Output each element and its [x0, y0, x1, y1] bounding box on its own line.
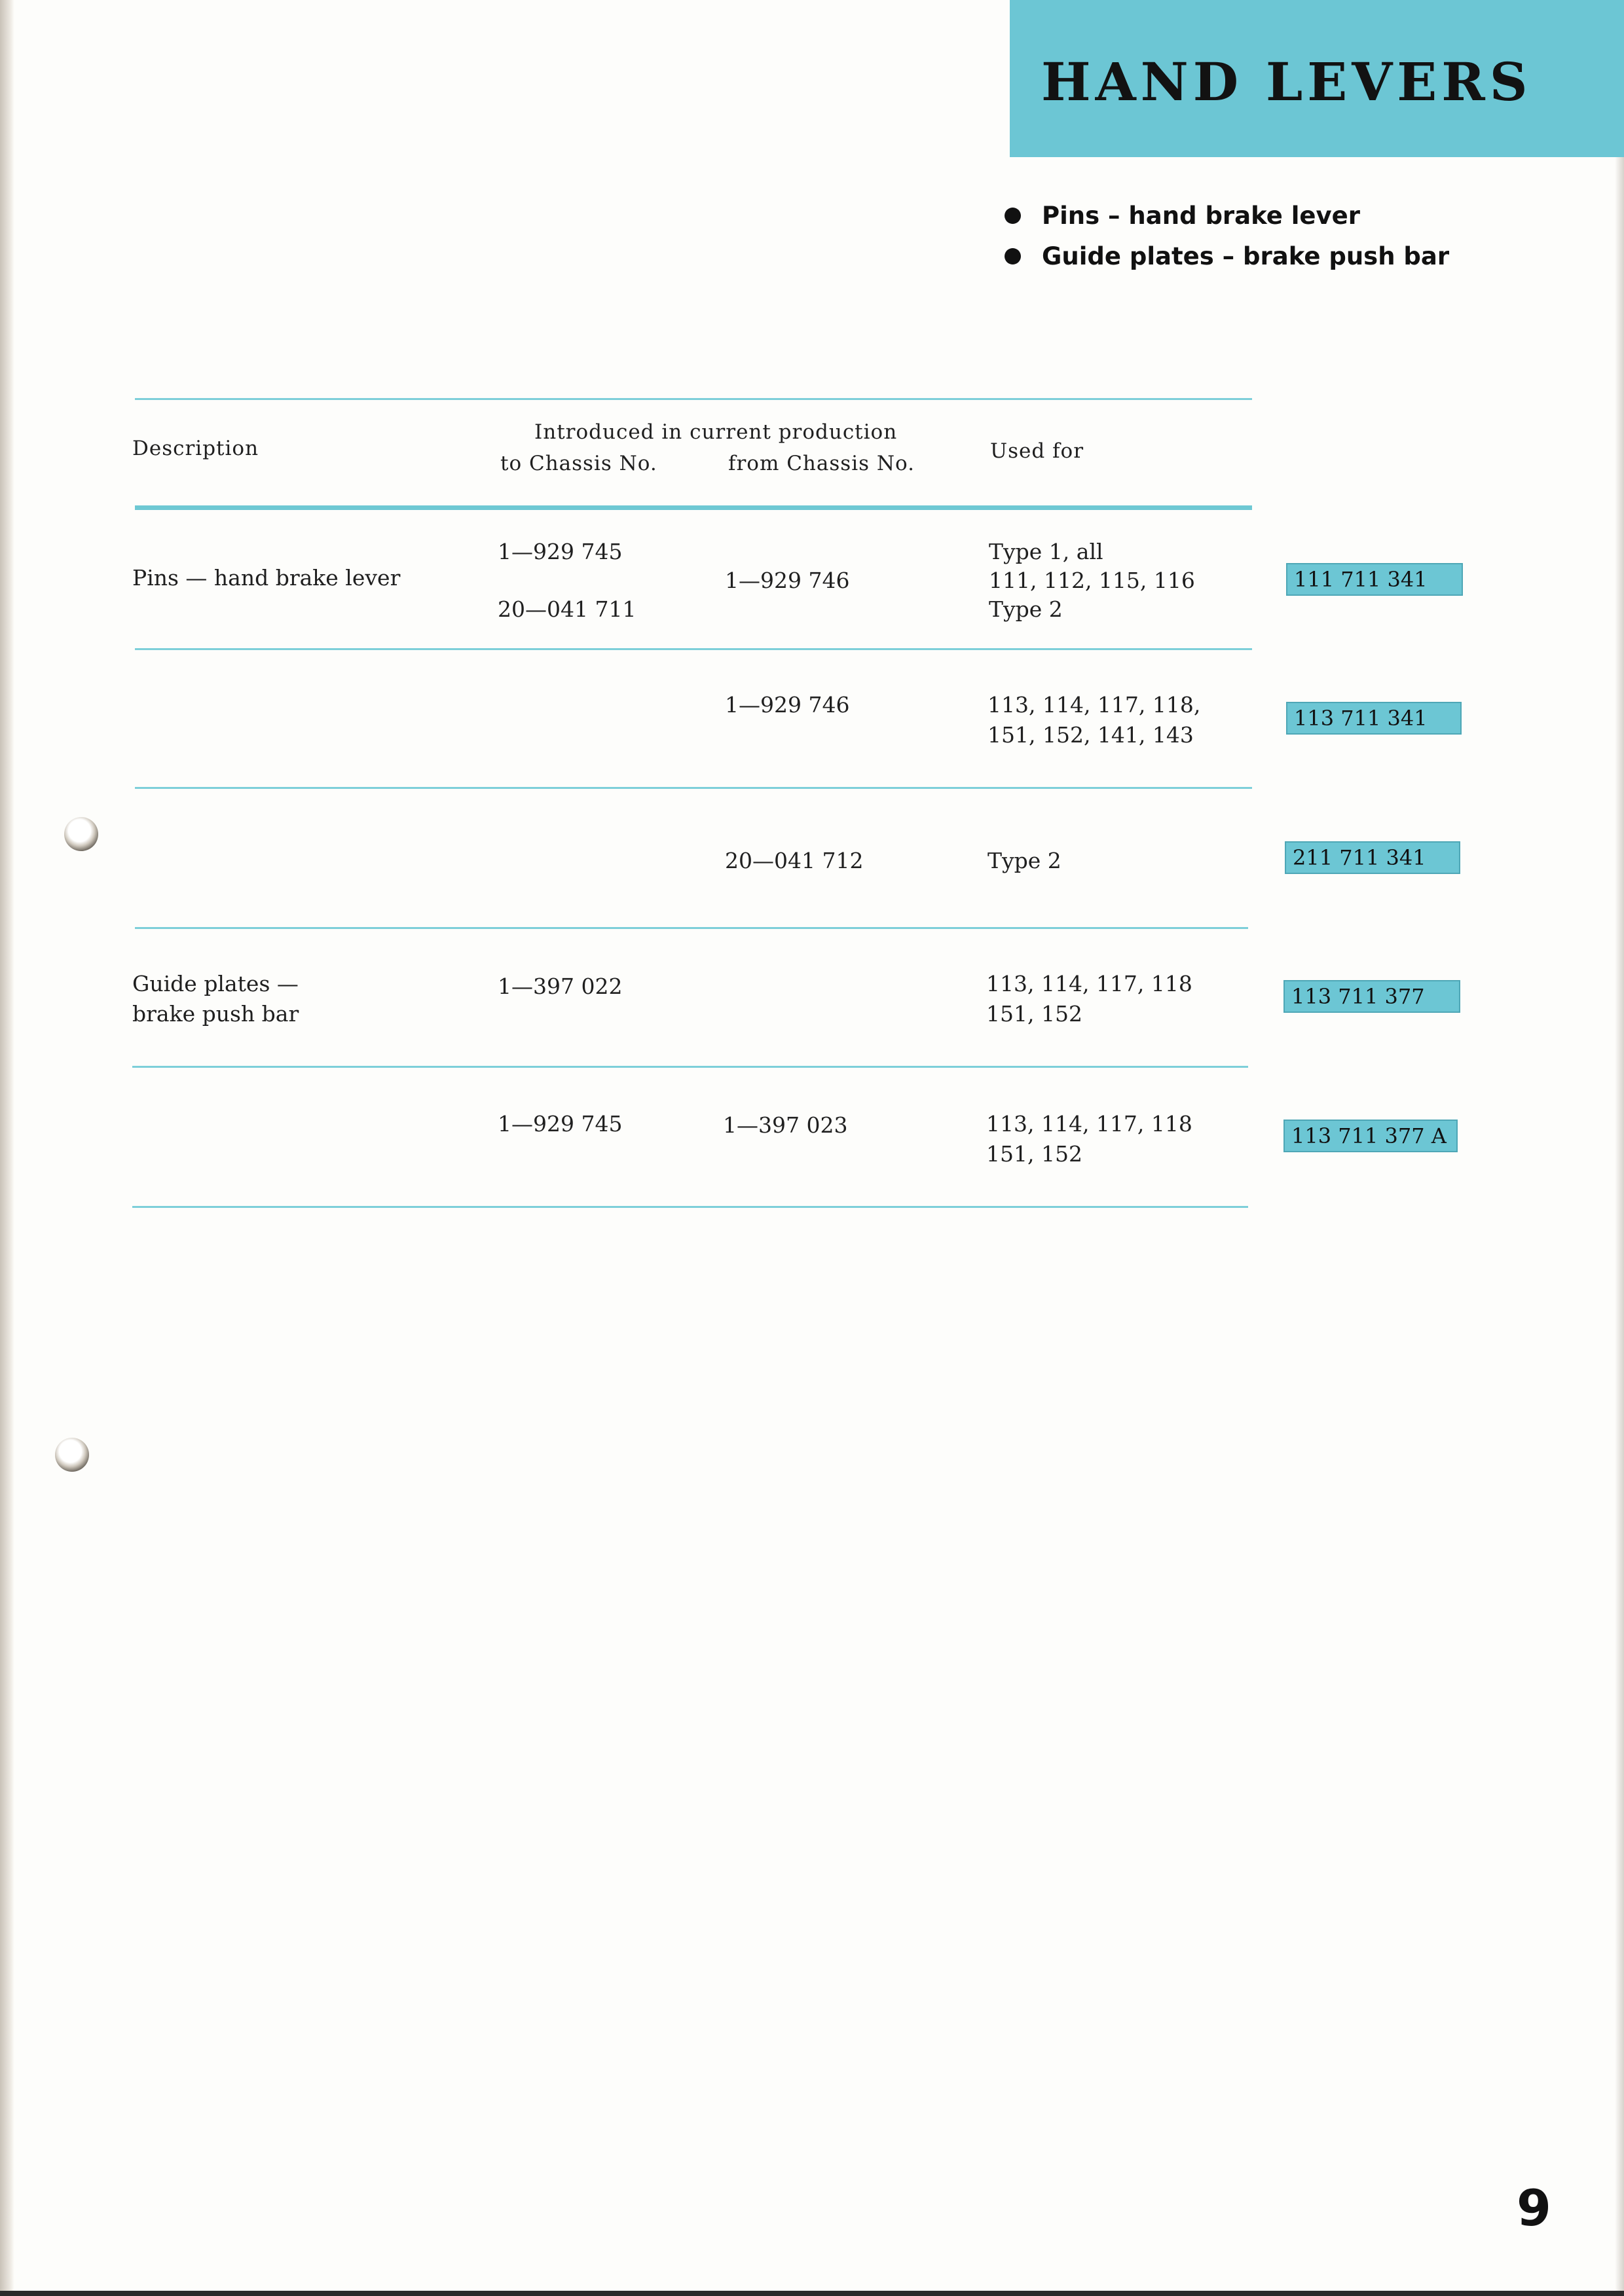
punch-hole-bottom — [55, 1438, 89, 1472]
topic-list — [1005, 195, 1449, 276]
row-used-for: Type 2 — [987, 848, 1061, 873]
row-used-for: Type 1, all — [989, 539, 1103, 564]
topic-item — [1005, 236, 1449, 276]
table-header-rule — [135, 505, 1252, 510]
row-divider — [135, 787, 1252, 789]
row-from-chassis: 20—041 712 — [725, 848, 864, 873]
page-edge-left — [0, 0, 14, 2296]
row-divider — [135, 648, 1252, 650]
col-header-introduced: Introduced in current production — [534, 420, 898, 444]
punch-hole-top — [64, 817, 98, 851]
part-number-label: 113 711 377 — [1283, 980, 1460, 1013]
row-used-for: 113, 114, 117, 118, — [987, 692, 1201, 718]
table-bottom-rule — [132, 1206, 1248, 1208]
topic-label: Guide plates – brake push bar — [1042, 242, 1450, 270]
row-from-chassis: 1—929 746 — [725, 568, 850, 593]
topic-label: Pins – hand brake lever — [1042, 201, 1360, 230]
table-top-rule — [135, 398, 1252, 400]
row-to-chassis: 1—397 022 — [498, 974, 623, 999]
col-header-used-for: Used for — [990, 439, 1084, 463]
page-edge-right — [1615, 0, 1624, 2296]
col-header-description: Description — [132, 437, 259, 460]
row-used-for: Type 2 — [989, 596, 1063, 622]
page-number: 9 — [1517, 2179, 1551, 2237]
bullet-icon — [1005, 248, 1021, 264]
row-used-for: 151, 152, 141, 143 — [987, 722, 1194, 748]
row-used-for: 113, 114, 117, 118 — [986, 1111, 1192, 1137]
row-description: brake push bar — [132, 1001, 299, 1027]
page-edge-bottom — [0, 2291, 1624, 2296]
bullet-icon — [1005, 208, 1021, 224]
part-number-label: 113 711 377 A — [1283, 1120, 1458, 1152]
row-to-chassis: 1—929 745 — [498, 1111, 623, 1137]
row-used-for: 151, 152 — [986, 1141, 1082, 1167]
row-to-chassis: 20—041 711 — [498, 596, 637, 622]
row-description: Guide plates — — [132, 971, 299, 996]
title-banner — [1010, 0, 1624, 157]
col-header-from-chassis: from Chassis No. — [728, 452, 915, 475]
row-used-for: 113, 114, 117, 118 — [986, 971, 1192, 996]
row-divider — [132, 1066, 1248, 1068]
part-number-label: 211 711 341 — [1285, 841, 1460, 874]
part-number-label: 113 711 341 — [1286, 702, 1462, 735]
col-header-to-chassis: to Chassis No. — [500, 452, 657, 475]
row-from-chassis: 1—397 023 — [723, 1112, 848, 1138]
page-title: HAND LEVERS — [1041, 51, 1532, 113]
row-description: Pins — hand brake lever — [132, 565, 401, 591]
row-divider — [135, 927, 1248, 929]
row-from-chassis: 1—929 746 — [725, 692, 850, 718]
row-used-for: 111, 112, 115, 116 — [989, 568, 1195, 593]
part-number-label: 111 711 341 — [1286, 563, 1463, 596]
row-to-chassis: 1—929 745 — [498, 539, 623, 564]
topic-item — [1005, 195, 1449, 236]
row-used-for: 151, 152 — [986, 1001, 1082, 1027]
